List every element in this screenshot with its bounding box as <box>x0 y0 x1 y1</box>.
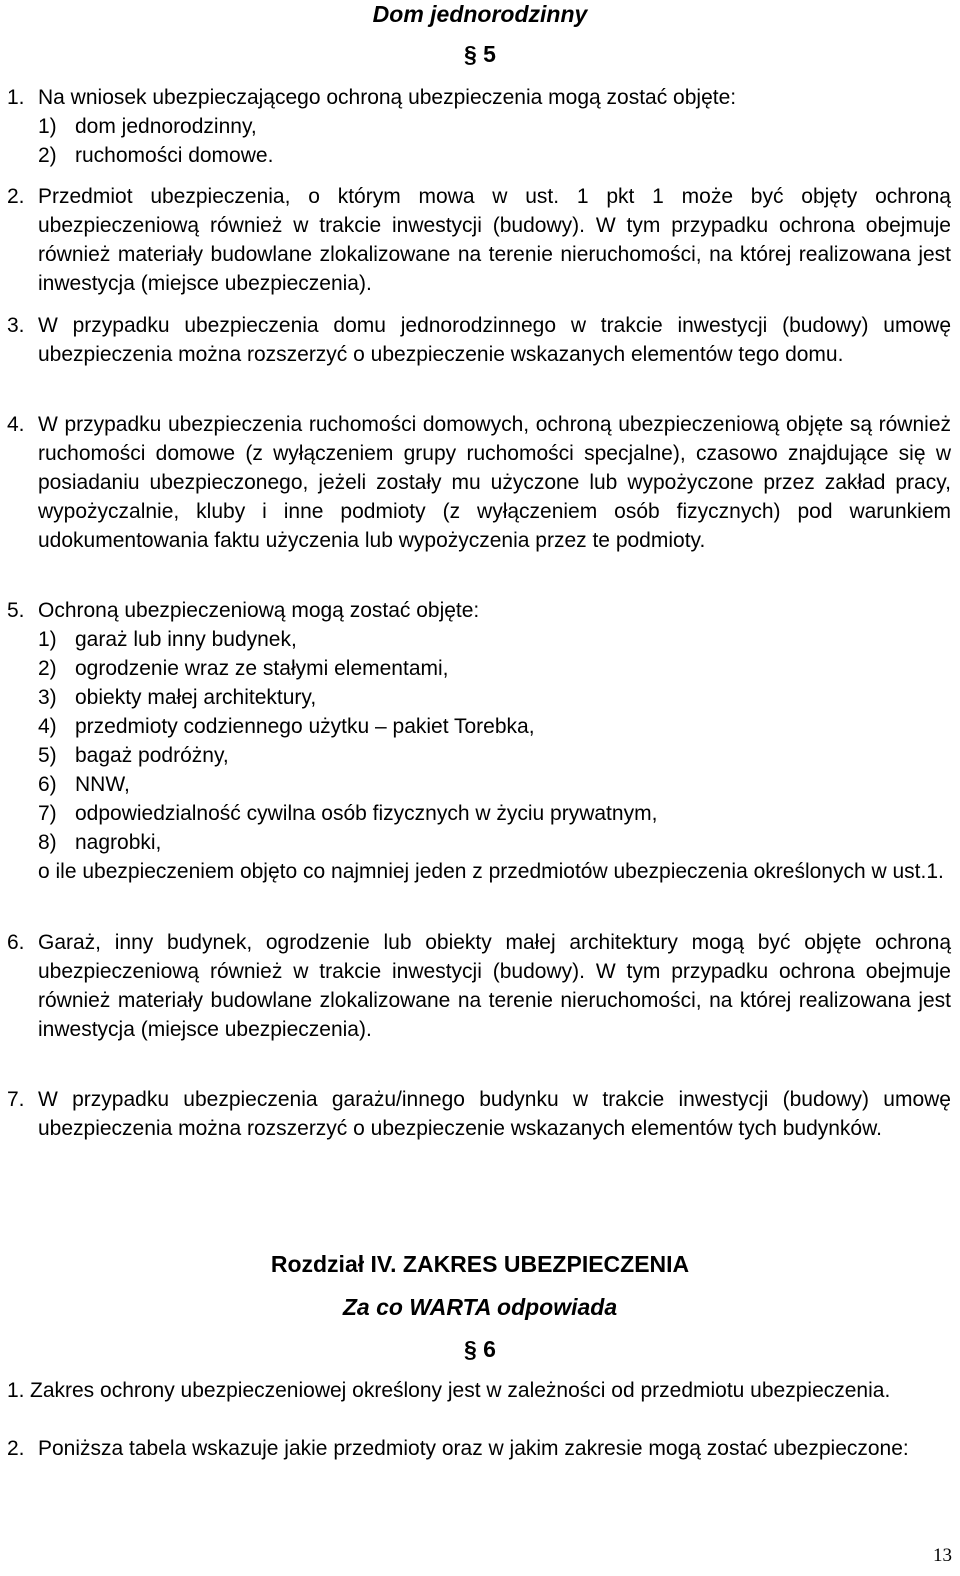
sub-item: 3) obiekty małej architektury, <box>38 686 317 709</box>
item-number: 1. <box>7 86 25 109</box>
item-number: 5. <box>7 599 25 622</box>
item-text: W przypadku ubezpieczenia domu jednorodzinnego w trakcie inwestycji (budowy) umowę ubezpieczenia można rozszerzyć o ubezpieczenie wskazanych elementów tego domu. <box>38 314 951 366</box>
sub-item: 2) ruchomości domowe. <box>38 144 274 167</box>
sub-item: 6) NNW, <box>38 773 130 796</box>
item-text: Ochroną ubezpieczeniową mogą zostać objęte: <box>38 599 480 622</box>
item-text: W przypadku ubezpieczenia ruchomości domowych, ochroną ubezpieczeniową objęte są również ruchomości domowe (z wyłączeniem grupy ruchomości specjalne), czasowo znajdujące się w posiadaniu ubezpieczonego, jeżeli zostały mu użyczone lub wypożyczone przez zakład pracy, wypożyczalnie, kluby i inne podmioty (z wyłączeniem osób fizycznych) pod warunkiem udokumentowania faktu użyczenia lub wypożyczenia przez te podmioty. <box>38 413 951 552</box>
item-text: Na wniosek ubezpieczającego ochroną ubezpieczenia mogą zostać objęte: <box>38 86 737 109</box>
list-item <box>7 182 951 298</box>
page-number: 13 <box>933 1545 952 1566</box>
sub-item: 8) nagrobki, <box>38 831 162 854</box>
list-item <box>7 1434 951 1463</box>
paragraph-number: § 6 <box>464 1336 496 1362</box>
item-text: Przedmiot ubezpieczenia, o którym mowa w ust. 1 pkt 1 może być objęty ochroną ubezpieczeniową również w trakcie inwestycji (budowy). W tym przypadku ochrona obejmuje również materiały budowlane zlokalizowane na terenie nieruchomości, na której realizowana jest inwestycja (miejsce ubezpieczenia). <box>38 185 951 295</box>
item-number: 3. <box>7 314 25 337</box>
item-text: Poniższa tabela wskazuje jakie przedmioty oraz w jakim zakresie mogą zostać ubezpieczone: <box>38 1437 909 1460</box>
list-item <box>7 1376 951 1405</box>
list-item <box>7 596 951 886</box>
section-title: Dom jednorodzinny <box>372 1 588 27</box>
item-number: 2. <box>7 1437 25 1460</box>
sub-item: 5) bagaż podróżny, <box>38 744 229 767</box>
list-item <box>7 928 951 1044</box>
item-text: W przypadku ubezpieczenia garażu/innego budynku w trakcie inwestycji (budowy) umowę ubezpieczenia można rozszerzyć o ubezpieczenie wskazanych elementów tych budynków. <box>38 1088 951 1140</box>
item-text: Zakres ochrony ubezpieczeniowej określony jest w zależności od przedmiotu ubezpieczenia. <box>30 1379 891 1402</box>
sub-item: 1) dom jednorodzinny, <box>38 115 257 138</box>
list-item <box>7 410 951 555</box>
paragraph-number: § 5 <box>464 41 496 67</box>
item-number: 6. <box>7 931 25 954</box>
sub-item: 4) przedmioty codziennego użytku – pakiet Torebka, <box>38 715 535 738</box>
item-number: 4. <box>7 413 25 436</box>
item-number: 2. <box>7 185 25 208</box>
sub-item: 2) ogrodzenie wraz ze stałymi elementami, <box>38 657 449 680</box>
item-number: 7. <box>7 1088 25 1111</box>
chapter-title: Rozdział IV. ZAKRES UBEZPIECZENIA <box>270 1251 690 1277</box>
item-text: Garaż, inny budynek, ogrodzenie lub obiekty małej architektury mogą być objęte ochroną ubezpieczeniową również w trakcie inwestycji (budowy). W tym przypadku ochrona obejmuje również materiały budowlane zlokalizowane na terenie nieruchomości, na której realizowana jest inwestycja (miejsce ubezpieczenia). <box>38 931 951 1041</box>
list-item <box>7 83 951 170</box>
sub-item: 7) odpowiedzialność cywilna osób fizycznych w życiu prywatnym, <box>38 802 658 825</box>
item-number: 1. <box>7 1379 25 1402</box>
list-item <box>7 311 951 369</box>
item-tail-text: o ile ubezpieczeniem objęto co najmniej jeden z przedmiotów ubezpieczenia określonych w ust.1. <box>38 860 944 883</box>
list-item <box>7 1085 951 1143</box>
sub-item: 1) garaż lub inny budynek, <box>38 628 297 651</box>
chapter-subtitle: Za co WARTA odpowiada <box>342 1294 618 1320</box>
